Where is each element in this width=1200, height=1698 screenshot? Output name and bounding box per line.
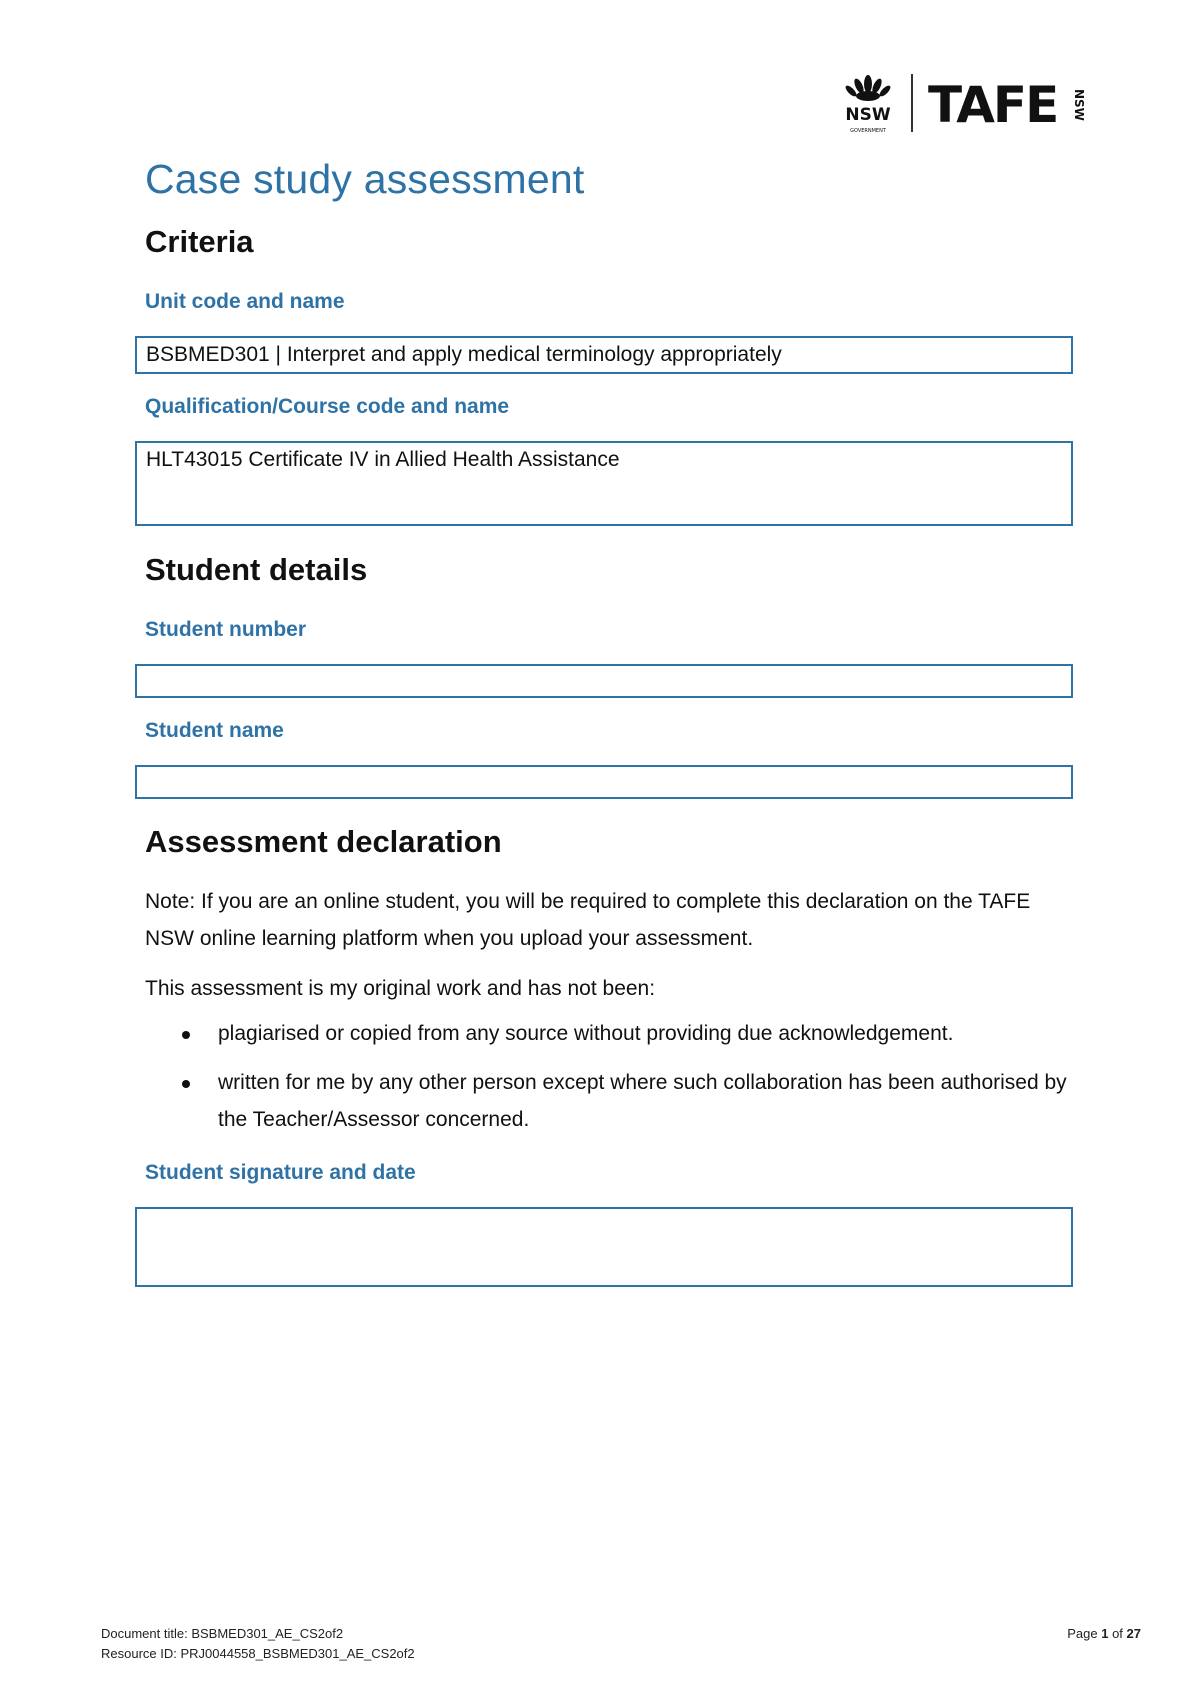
student-name-label: Student name <box>145 719 284 742</box>
student-name-field[interactable] <box>135 765 1073 799</box>
list-item-text: written for me by any other person except where such collaboration has been authorised by the Teacher/Assessor concerned. <box>218 1071 1067 1131</box>
tafe-logo-text: TAFE <box>928 76 1058 134</box>
student-number-field[interactable] <box>135 664 1073 698</box>
declaration-bullet-list <box>145 1015 1075 1150</box>
nsw-waratah-logo <box>838 70 898 136</box>
logo-divider <box>911 74 913 132</box>
resource-id: Resource ID: PRJ0044558_BSBMED301_AE_CS2of2 <box>101 1646 415 1661</box>
nsw-logo-subtext: GOVERNMENT <box>850 128 886 134</box>
page-current: 1 <box>1101 1626 1109 1641</box>
bullet-icon <box>182 1080 190 1088</box>
signature-label: Student signature and date <box>145 1161 416 1184</box>
page-number <box>1067 1624 1141 1644</box>
assessment-declaration-heading: Assessment declaration <box>145 824 502 859</box>
page-footer <box>101 1624 1141 1664</box>
signature-field[interactable] <box>135 1207 1073 1287</box>
page-word: Page <box>1067 1626 1098 1641</box>
criteria-heading: Criteria <box>145 224 254 259</box>
unit-code-label: Unit code and name <box>145 290 345 313</box>
unit-code-field[interactable]: BSBMED301 | Interpret and apply medical terminology appropriately <box>135 336 1073 374</box>
qualification-label: Qualification/Course code and name <box>145 395 510 418</box>
page-title: Case study assessment <box>145 156 585 202</box>
bullet-icon <box>182 1031 190 1039</box>
list-item-text: plagiarised or copied from any source without providing due acknowledgement. <box>218 1022 954 1045</box>
declaration-note: Note: If you are an online student, you will be required to complete this declaration on the TAFE NSW online learning platform when you upload your assessment. <box>145 890 1031 950</box>
page-of: of <box>1112 1626 1123 1641</box>
list-item <box>145 1064 1075 1138</box>
declaration-intro: This assessment is my original work and has not been: <box>145 977 656 1000</box>
page-total: 27 <box>1126 1626 1141 1641</box>
qualification-field[interactable]: HLT43015 Certificate IV in Allied Health Assistance <box>135 441 1073 526</box>
list-item <box>145 1015 1075 1052</box>
tafe-logo-nsw-text: NSW <box>1072 89 1086 121</box>
student-details-heading: Student details <box>145 552 368 587</box>
tafe-nsw-logo <box>838 70 1100 136</box>
student-number-label: Student number <box>145 618 306 641</box>
nsw-logo-text: NSW <box>845 105 891 125</box>
document-title: Document title: BSBMED301_AE_CS2of2 <box>101 1626 344 1641</box>
